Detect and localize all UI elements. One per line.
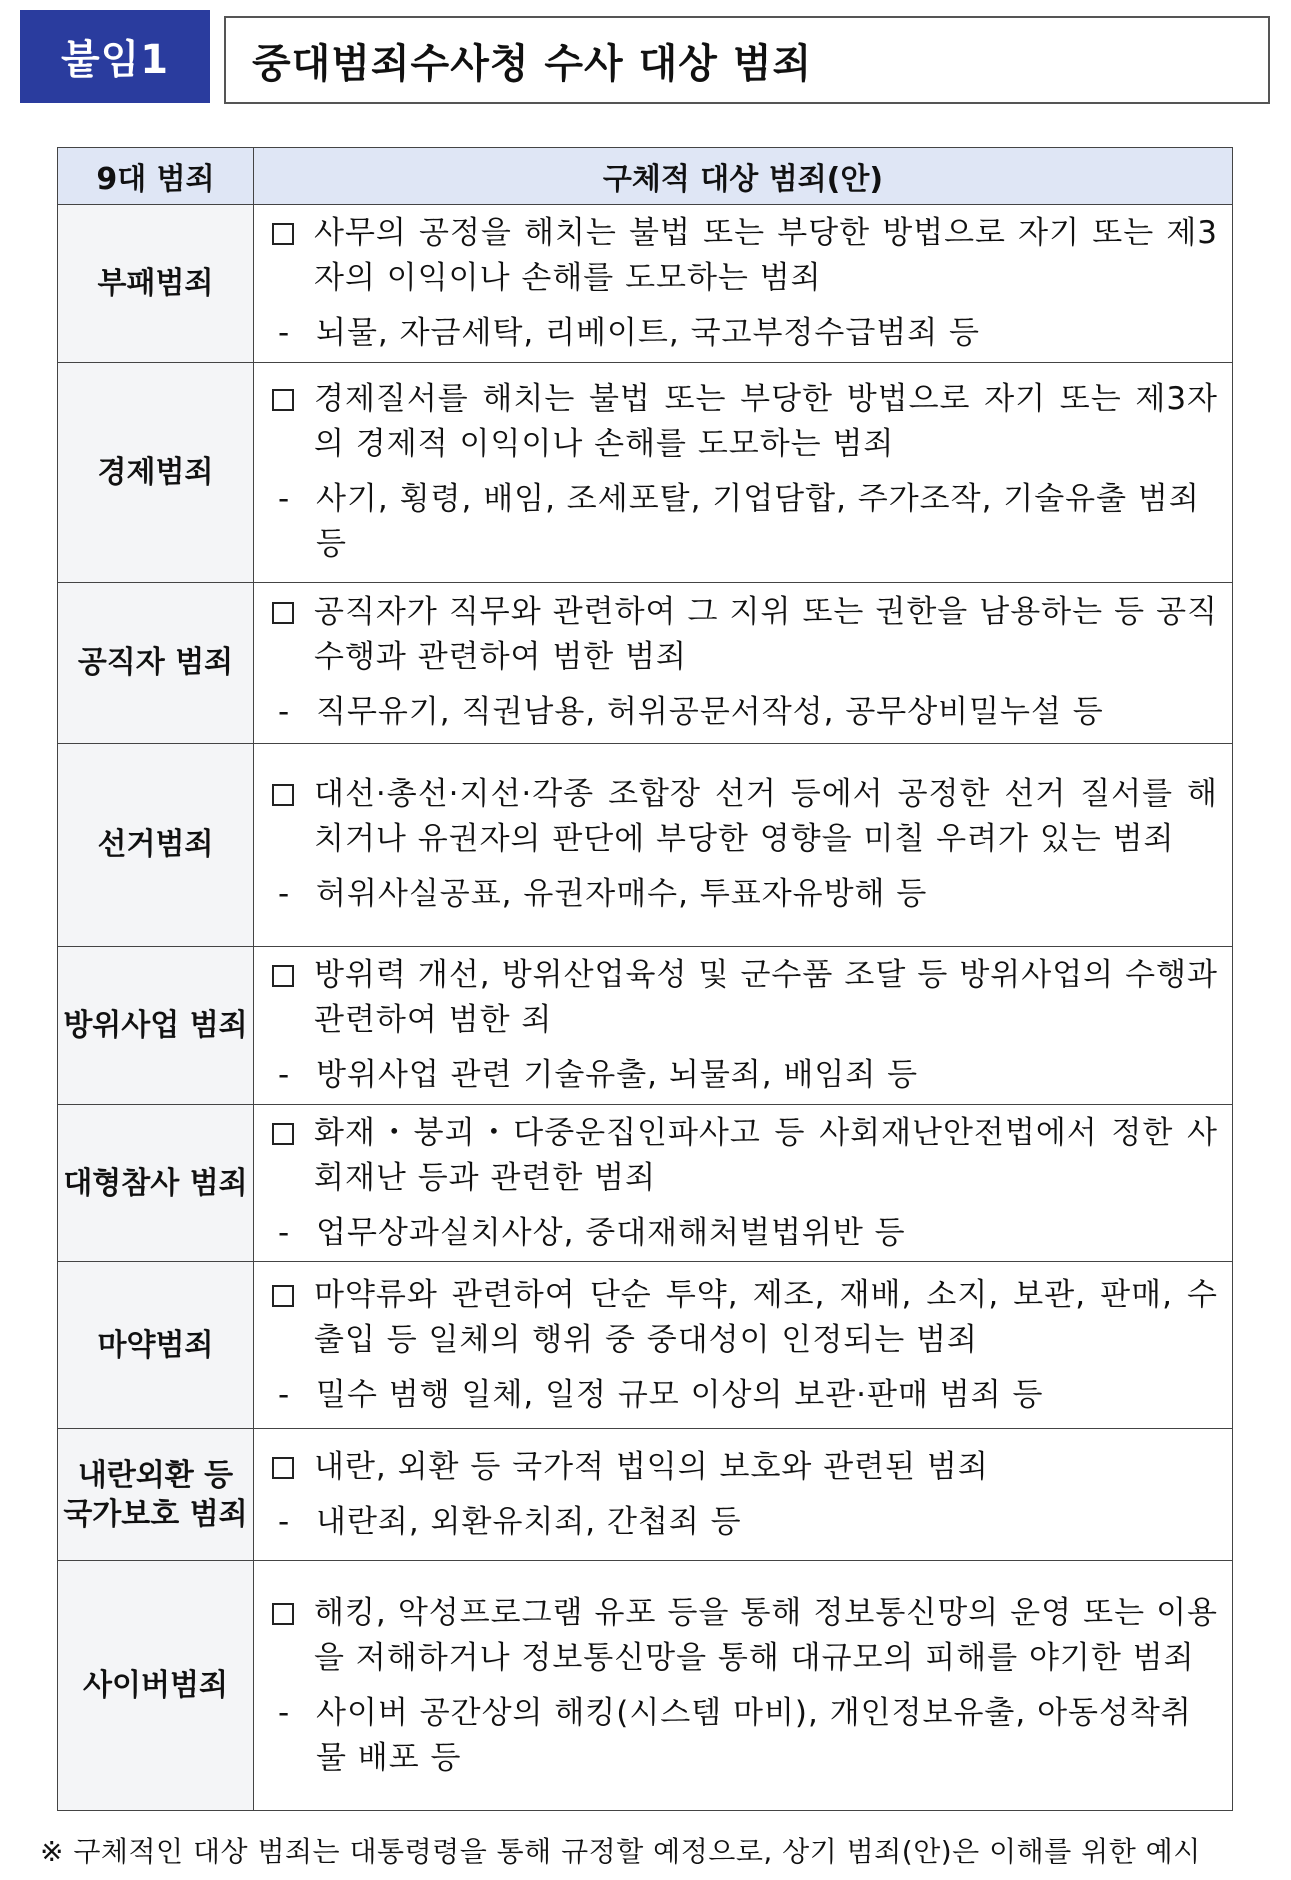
description-cell	[254, 1561, 1233, 1811]
crime-examples: 사이버 공간상의 해킹(시스템 마비), 개인정보유출, 아동성착취물 배포 등	[316, 1694, 1192, 1776]
crime-description: 경제질서를 해치는 불법 또는 부당한 방법으로 자기 또는 제3자의 경제적 이익이나 손해를 도모하는 범죄	[314, 381, 1218, 463]
crime-examples: 뇌물, 자금세탁, 리베이트, 국고부정수급범죄 등	[316, 314, 980, 351]
checkbox-icon	[272, 602, 294, 624]
crime-description: 대선·총선·지선·각종 조합장 선거 등에서 공정한 선거 질서를 해치거나 유권자의 판단에 부당한 영향을 미칠 우려가 있는 범죄	[314, 776, 1218, 858]
checkbox-icon	[272, 784, 294, 806]
crime-description: 내란, 외환 등 국가적 법익의 보호와 관련된 범죄	[314, 1449, 989, 1485]
dash-bullet: -	[278, 876, 291, 913]
category-cell: 공직자 범죄	[58, 582, 254, 743]
dash-bullet: -	[278, 1056, 291, 1093]
description-cell	[254, 362, 1233, 582]
crime-examples: 사기, 횡령, 배임, 조세포탈, 기업담합, 주가조작, 기술유출 범죄 등	[316, 481, 1200, 563]
crime-examples: 업무상과실치사상, 중대재해처벌법위반 등	[316, 1214, 906, 1251]
dash-bullet: -	[278, 694, 291, 731]
crime-examples: 방위사업 관련 기술유출, 뇌물죄, 배임죄 등	[316, 1056, 919, 1093]
checkbox-icon	[272, 223, 294, 245]
category-cell: 선거범죄	[58, 743, 254, 946]
dash-bullet: -	[278, 1214, 291, 1251]
dash-bullet: -	[278, 1376, 291, 1413]
dash-bullet: -	[278, 1503, 291, 1540]
crime-examples: 허위사실공표, 유권자매수, 투표자유방해 등	[316, 876, 928, 913]
category-cell: 마약범죄	[58, 1262, 254, 1429]
category-cell: 대형참사 범죄	[58, 1104, 254, 1262]
table-row	[58, 582, 1233, 743]
crime-description: 방위력 개선, 방위산업육성 및 군수품 조달 등 방위사업의 수행과 관련하여 범한 죄	[314, 956, 1218, 1038]
table-row	[58, 362, 1233, 582]
checkbox-icon	[272, 965, 294, 987]
dash-bullet: -	[278, 314, 291, 351]
description-cell	[254, 205, 1233, 363]
category-cell: 부패범죄	[58, 205, 254, 363]
table-row	[58, 1429, 1233, 1561]
crime-examples: 직무유기, 직권남용, 허위공문서작성, 공무상비밀누설 등	[316, 694, 1104, 731]
table-row	[58, 205, 1233, 363]
page-title: 중대범죄수사청 수사 대상 범죄	[224, 16, 1270, 104]
column-header-category: 9대 범죄	[58, 148, 254, 205]
checkbox-icon	[272, 1603, 294, 1625]
crime-table	[57, 147, 1233, 1811]
description-cell	[254, 743, 1233, 946]
crime-description: 해킹, 악성프로그램 유포 등을 통해 정보통신망의 운영 또는 이용을 저해하거나 정보통신망을 통해 대규모의 피해를 야기한 범죄	[314, 1595, 1218, 1676]
dash-bullet: -	[278, 481, 291, 518]
crime-description: 마약류와 관련하여 단순 투약, 제조, 재배, 소지, 보관, 판매, 수출입 등 일체의 행위 중 중대성이 인정되는 범죄	[314, 1277, 1218, 1358]
column-header-description: 구체적 대상 범죄(안)	[254, 148, 1233, 205]
table-header-row	[58, 148, 1233, 205]
crime-description: 사무의 공정을 해치는 불법 또는 부당한 방법으로 자기 또는 제3자의 이익이나 손해를 도모하는 범죄	[314, 215, 1218, 296]
attachment-badge: 붙임1	[20, 10, 210, 103]
description-cell	[254, 946, 1233, 1104]
table-row	[58, 743, 1233, 946]
footnote: ※ 구체적인 대상 범죄는 대통령령을 통해 규정할 예정으로, 상기 범죄(안)은 이해를 위한 예시	[40, 1835, 1201, 1868]
dash-bullet: -	[278, 1694, 291, 1731]
description-cell	[254, 582, 1233, 743]
category-cell: 내란외환 등 국가보호 범죄	[58, 1429, 254, 1561]
checkbox-icon	[272, 1457, 294, 1479]
category-cell: 방위사업 범죄	[58, 946, 254, 1104]
checkbox-icon	[272, 389, 294, 411]
table-row	[58, 946, 1233, 1104]
checkbox-icon	[272, 1123, 294, 1145]
crime-description: 공직자가 직무와 관련하여 그 지위 또는 권한을 남용하는 등 공직 수행과 관련하여 범한 범죄	[314, 594, 1218, 676]
crime-examples: 밀수 범행 일체, 일정 규모 이상의 보관·판매 범죄 등	[316, 1376, 1044, 1413]
crime-examples: 내란죄, 외환유치죄, 간첩죄 등	[316, 1503, 742, 1540]
checkbox-icon	[272, 1285, 294, 1307]
description-cell	[254, 1429, 1233, 1561]
crime-description: 화재・붕괴・다중운집인파사고 등 사회재난안전법에서 정한 사회재난 등과 관련한 범죄	[314, 1114, 1218, 1196]
table-row	[58, 1262, 1233, 1429]
category-cell: 경제범죄	[58, 362, 254, 582]
category-cell: 사이버범죄	[58, 1561, 254, 1811]
table-row	[58, 1561, 1233, 1811]
table-row	[58, 1104, 1233, 1262]
description-cell	[254, 1104, 1233, 1262]
description-cell	[254, 1262, 1233, 1429]
